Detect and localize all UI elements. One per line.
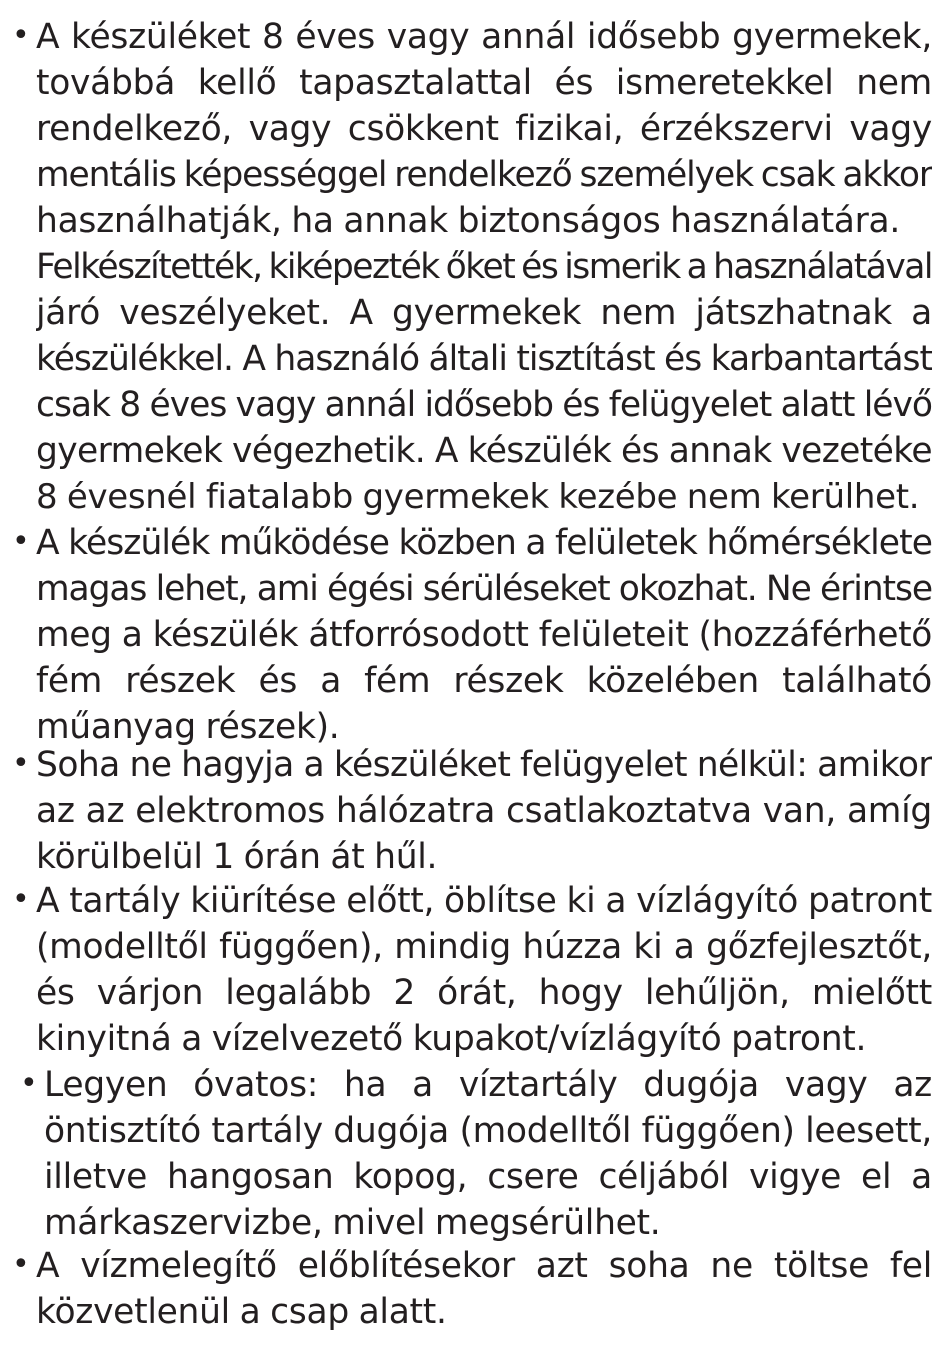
text-line: körülbelül 1 órán át hűl.	[36, 837, 438, 877]
bullet-icon: •	[20, 1066, 38, 1101]
text-line: használhatják, ha annak biztonságos használatára.	[36, 201, 901, 241]
text-line: öntisztító tartály dugója (modelltől függően) leesett,	[44, 1111, 932, 1151]
text-line: (modelltől függően), mindig húzza ki a gőzfejlesztőt,	[36, 927, 932, 967]
text-line: A készülék működése közben a felületek hőmérséklete	[36, 523, 932, 563]
text-line: az az elektromos hálózatra csatlakoztatva van, amíg	[36, 791, 932, 831]
text-line: csak 8 éves vagy annál idősebb és felügyelet alatt lévő	[36, 385, 932, 425]
text-line: márkaszervizbe, mivel megsérülhet.	[44, 1203, 661, 1243]
bullet-icon: •	[12, 18, 30, 53]
text-line: készülékkel. A használó általi tisztítást és karbantartást	[36, 339, 932, 379]
text-line: A tartály kiürítése előtt, öblítse ki a vízlágyító patront	[36, 881, 932, 921]
bullet-icon: •	[12, 746, 30, 781]
text-line: meg a készülék átforrósodott felületeit (hozzáférhető	[36, 615, 932, 655]
bullet-icon: •	[12, 1247, 30, 1282]
text-line: járó veszélyeket. A gyermekek nem játszhatnak a	[36, 293, 932, 333]
text-line: illetve hangosan kopog, csere céljából vigye el a	[44, 1157, 932, 1197]
text-line: A készüléket 8 éves vagy annál idősebb gyermekek,	[36, 17, 932, 57]
text-line: mentális képességgel rendelkező személyek csak akkor	[36, 155, 932, 195]
text-line: magas lehet, ami égési sérüléseket okozhat. Ne érintse	[36, 569, 932, 609]
text-line: A vízmelegítő előblítésekor azt soha ne töltse fel	[36, 1246, 932, 1286]
text-line: közvetlenül a csap alatt.	[36, 1292, 447, 1332]
text-line: gyermekek végezhetik. A készülék és annak vezetéke	[36, 431, 932, 471]
text-line: és várjon legalább 2 órát, hogy lehűljön, mielőtt	[36, 973, 932, 1013]
text-line: fém részek és a fém részek közelében található	[36, 661, 932, 701]
bullet-icon: •	[12, 524, 30, 559]
text-line: műanyag részek).	[36, 707, 340, 747]
bullet-icon: •	[12, 882, 30, 917]
text-line: Felkészítették, kiképezték őket és ismerik a használatával	[36, 247, 932, 287]
text-line: 8 évesnél fiatalabb gyermekek kezébe nem kerülhet.	[36, 477, 920, 517]
text-line: Legyen óvatos: ha a víztartály dugója vagy az	[44, 1065, 932, 1105]
text-line: kinyitná a vízelvezető kupakot/vízlágyító patront.	[36, 1019, 867, 1059]
text-line: Soha ne hagyja a készüléket felügyelet nélkül: amikor	[36, 745, 932, 785]
text-line: rendelkező, vagy csökkent fizikai, érzékszervi vagy	[36, 109, 932, 149]
text-line: továbbá kellő tapasztalattal és ismeretekkel nem	[36, 63, 932, 103]
